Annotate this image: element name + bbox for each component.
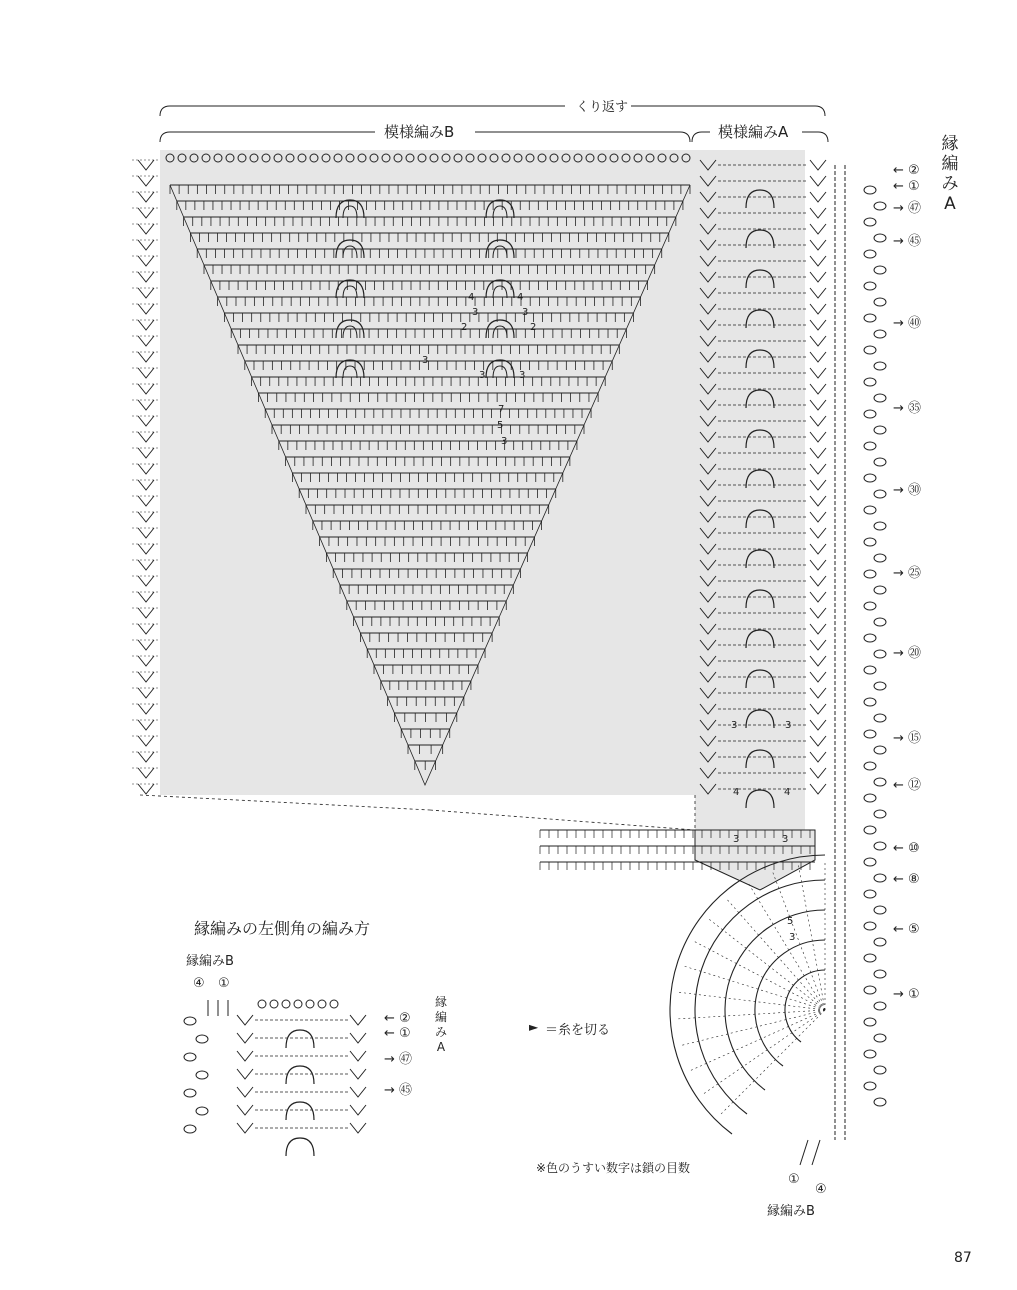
left-edge-v-12 [138, 352, 154, 362]
a-right-v-24 [810, 544, 826, 554]
left-edge-v-27 [138, 592, 154, 602]
corner-spoke-5 [707, 917, 825, 1010]
left-edge-v-20 [138, 480, 154, 490]
edge-picot-19 [874, 490, 886, 498]
guide-dash-1 [140, 795, 430, 810]
edge-picot-49 [874, 970, 886, 978]
a-right-v-15 [810, 400, 826, 410]
cut-yarn-legend: ＝糸を切る [545, 1023, 611, 1038]
a-right-v-5 [810, 240, 826, 250]
row-marker-8: → ⑳ [893, 646, 922, 661]
edge-picot-52 [864, 1018, 876, 1026]
a-right-v-32 [810, 672, 826, 682]
a-right-v-16 [810, 416, 826, 426]
left-edge-v-19 [138, 464, 154, 474]
inset-picot-top [306, 1000, 314, 1008]
left-edge-v-30 [138, 640, 154, 650]
a-right-v-26 [810, 576, 826, 586]
stitch-count-1: 4 [517, 292, 524, 303]
inset-picot-top [330, 1000, 338, 1008]
stitch-count-8: 3 [519, 370, 526, 381]
edge-picot-21 [874, 522, 886, 530]
row-marker-10: ← ⑫ [893, 778, 922, 793]
bottom-num-1: ① [788, 1172, 800, 1187]
row-marker-2: → ㊼ [893, 201, 922, 216]
corner-edging-a-label: 縁編みA [434, 995, 447, 1054]
a-right-v-21 [810, 496, 826, 506]
a-right-v-0 [810, 160, 826, 170]
inset-picot-top [270, 1000, 278, 1008]
a-right-v-2 [810, 192, 826, 202]
row-marker-13: ← ⑤ [893, 922, 920, 937]
inset-v-5 [237, 1105, 253, 1115]
stitch-count-11: 3 [501, 436, 508, 447]
stitch-count-6: 3 [422, 355, 429, 366]
a-right-v-33 [810, 688, 826, 698]
a-right-v-3 [810, 208, 826, 218]
a-right-v-17 [810, 432, 826, 442]
edge-picot-37 [874, 778, 886, 786]
stitch-count-19: 3 [789, 932, 796, 943]
edge-picot-5 [874, 266, 886, 274]
stitch-count-5: 2 [530, 322, 537, 333]
page-number: 87 [954, 1250, 972, 1266]
inset-picot-3 [196, 1071, 208, 1079]
left-edge-v-22 [138, 512, 154, 522]
pattern-a-label: 模様編みA [714, 121, 792, 142]
edge-picot-25 [874, 586, 886, 594]
edge-picot-46 [864, 922, 876, 930]
edge-picot-10 [864, 346, 876, 354]
left-edge-v-36 [138, 736, 154, 746]
a-right-v-23 [810, 528, 826, 538]
left-edge-v-15 [138, 400, 154, 410]
edge-picot-9 [874, 330, 886, 338]
bottom-edging-b-label: 縁編みB [767, 1204, 815, 1219]
corner-row-marker-1: ← ① [384, 1026, 411, 1041]
edge-picot-29 [874, 650, 886, 658]
edge-picot-1 [874, 202, 886, 210]
left-edge-v-33 [138, 688, 154, 698]
inset-v2-2 [350, 1051, 366, 1061]
edge-picot-4 [864, 250, 876, 258]
left-edge-v-3 [138, 208, 154, 218]
edge-picot-45 [874, 906, 886, 914]
a-right-v-10 [810, 320, 826, 330]
a-right-v-25 [810, 560, 826, 570]
edge-picot-42 [864, 858, 876, 866]
corner-top-num-4: ④ [193, 976, 205, 991]
left-edge-v-38 [138, 768, 154, 778]
corner-spoke-4 [726, 898, 825, 1010]
stitch-count-15: 4 [784, 787, 791, 798]
inset-v2-3 [350, 1069, 366, 1079]
repeat-bracket-right [630, 106, 825, 116]
corner-top-num-1: ① [218, 976, 230, 991]
corner-row-marker-2: → ㊼ [384, 1052, 413, 1067]
edge-picot-7 [874, 298, 886, 306]
edge-picot-14 [864, 410, 876, 418]
corner-edging-b-label: 縁編みB [186, 954, 234, 969]
stitch-count-0: 4 [468, 292, 475, 303]
edge-picot-39 [874, 810, 886, 818]
a-right-v-4 [810, 224, 826, 234]
a-right-v-9 [810, 304, 826, 314]
edge-picot-23 [874, 554, 886, 562]
corner-row-marker-3: → ㊺ [384, 1083, 413, 1098]
edge-picot-18 [864, 474, 876, 482]
a-right-v-6 [810, 256, 826, 266]
edge-picot-13 [874, 394, 886, 402]
edge-picot-40 [864, 826, 876, 834]
a-right-v-19 [810, 464, 826, 474]
edge-picot-2 [864, 218, 876, 226]
left-edge-v-31 [138, 656, 154, 666]
edge-picot-44 [864, 890, 876, 898]
corner-arc-0 [785, 970, 825, 1042]
a-right-v-34 [810, 704, 826, 714]
inset-v-2 [237, 1051, 253, 1061]
inset-fan-0 [286, 1030, 314, 1048]
edge-picot-47 [874, 938, 886, 946]
a-right-v-20 [810, 480, 826, 490]
stitch-count-16: 3 [733, 834, 740, 845]
a-right-v-22 [810, 512, 826, 522]
left-edge-v-4 [138, 224, 154, 234]
left-edge-v-28 [138, 608, 154, 618]
corner-arc-4 [670, 855, 825, 1134]
edge-picot-56 [864, 1082, 876, 1090]
cut-yarn-icon: ► [529, 1020, 539, 1034]
repeat-bracket-left [160, 106, 565, 116]
left-edge-v-10 [138, 320, 154, 330]
a-right-v-38 [810, 768, 826, 778]
row-marker-14: → ① [893, 987, 920, 1002]
corner-arc-1 [755, 940, 825, 1066]
inset-v-0 [237, 1015, 253, 1025]
edge-picot-53 [874, 1034, 886, 1042]
edge-picot-8 [864, 314, 876, 322]
edge-picot-51 [874, 1002, 886, 1010]
edge-picot-15 [874, 426, 886, 434]
inset-picot-6 [184, 1125, 196, 1133]
bottom-arrow-1 [800, 1140, 808, 1165]
row-marker-5: → ㉟ [893, 401, 922, 416]
inset-v2-0 [350, 1015, 366, 1025]
stitch-count-13: 3 [785, 720, 792, 731]
inset-picot-top [258, 1000, 266, 1008]
edge-picot-35 [874, 746, 886, 754]
left-edge-v-34 [138, 704, 154, 714]
edge-picot-54 [864, 1050, 876, 1058]
stitch-count-14: 4 [733, 787, 740, 798]
pattern-b-bracket-left [160, 132, 375, 142]
edge-picot-16 [864, 442, 876, 450]
left-edge-v-21 [138, 496, 154, 506]
a-right-v-7 [810, 272, 826, 282]
a-right-v-35 [810, 720, 826, 730]
stitch-count-17: 3 [782, 834, 789, 845]
edge-picot-24 [864, 570, 876, 578]
corner-arc-3 [695, 880, 825, 1114]
edge-picot-27 [874, 618, 886, 626]
pattern-b-bracket-right [475, 132, 690, 142]
left-edge-v-8 [138, 288, 154, 298]
edge-picot-33 [874, 714, 886, 722]
inset-v2-6 [350, 1123, 366, 1133]
left-edge-v-2 [138, 192, 154, 202]
inset-v-3 [237, 1069, 253, 1079]
edge-picot-34 [864, 730, 876, 738]
inset-picot-5 [196, 1107, 208, 1115]
a-right-v-31 [810, 656, 826, 666]
left-edge-v-0 [138, 160, 154, 170]
row-marker-9: → ⑮ [893, 731, 922, 746]
bottom-arrow-2 [812, 1140, 820, 1165]
edging-a-label: 縁編みA [941, 134, 959, 214]
edge-picot-17 [874, 458, 886, 466]
corner-spoke-10 [679, 1010, 825, 1046]
left-edge-v-16 [138, 416, 154, 426]
inset-v2-5 [350, 1105, 366, 1115]
stitch-count-3: 3 [522, 307, 529, 318]
edge-picot-12 [864, 378, 876, 386]
row-marker-3: → ㊺ [893, 234, 922, 249]
a-right-v-39 [810, 784, 826, 794]
bottom-num-4: ④ [815, 1182, 827, 1197]
a-right-v-12 [810, 352, 826, 362]
stitch-count-12: 3 [731, 720, 738, 731]
left-edge-v-32 [138, 672, 154, 682]
edge-picot-28 [864, 634, 876, 642]
left-edge-v-23 [138, 528, 154, 538]
corner-title: 縁編みの左側角の編み方 [194, 919, 371, 938]
row-marker-1: ← ① [893, 179, 920, 194]
left-edge-v-24 [138, 544, 154, 554]
inset-v2-1 [350, 1033, 366, 1043]
edge-picot-43 [874, 874, 886, 882]
row-marker-0: ← ② [893, 163, 920, 178]
corner-spoke-13 [719, 1010, 825, 1116]
pattern-a-bracket-left [692, 132, 710, 142]
left-edge-v-6 [138, 256, 154, 266]
left-edge-v-9 [138, 304, 154, 314]
stitch-count-10: 5 [497, 420, 504, 431]
corner-spoke-9 [675, 1010, 825, 1019]
inset-picot-top [282, 1000, 290, 1008]
corner-row-marker-0: ← ② [384, 1011, 411, 1026]
left-edge-v-17 [138, 432, 154, 442]
edge-picot-32 [864, 698, 876, 706]
edge-picot-6 [864, 282, 876, 290]
a-right-v-1 [810, 176, 826, 186]
guide-dash-2 [430, 810, 695, 830]
left-edge-v-14 [138, 384, 154, 394]
inset-picot-2 [184, 1053, 196, 1061]
a-right-v-28 [810, 608, 826, 618]
a-right-v-11 [810, 336, 826, 346]
a-right-v-29 [810, 624, 826, 634]
left-edge-v-13 [138, 368, 154, 378]
left-edge-v-29 [138, 624, 154, 634]
pattern-b-label: 模様編みB [380, 121, 458, 142]
edge-picot-48 [864, 954, 876, 962]
a-right-v-30 [810, 640, 826, 650]
a-right-v-37 [810, 752, 826, 762]
inset-v2-4 [350, 1087, 366, 1097]
repeat-label: くり返す [573, 96, 631, 115]
corner-spoke-8 [676, 992, 825, 1010]
inset-fan-2 [286, 1102, 314, 1120]
stitch-count-18: 5 [787, 916, 794, 927]
inset-picot-4 [184, 1089, 196, 1097]
edge-picot-20 [864, 506, 876, 514]
pattern-a-bracket-right [802, 132, 828, 142]
edge-picot-38 [864, 794, 876, 802]
edge-picot-36 [864, 762, 876, 770]
corner-shade [695, 830, 815, 890]
stitch-note: ※色のうすい数字は鎖の目数 [536, 1161, 691, 1175]
row-marker-7: → ㉕ [893, 566, 922, 581]
a-right-v-18 [810, 448, 826, 458]
edge-picot-0 [864, 186, 876, 194]
left-edge-v-1 [138, 176, 154, 186]
inset-picot-1 [196, 1035, 208, 1043]
stitch-count-7: 3 [479, 370, 486, 381]
inset-picot-top [294, 1000, 302, 1008]
a-right-v-14 [810, 384, 826, 394]
left-edge-v-7 [138, 272, 154, 282]
left-edge-v-39 [138, 784, 154, 794]
inset-v-6 [237, 1123, 253, 1133]
row-marker-11: ← ⑩ [893, 841, 920, 856]
left-edge-v-35 [138, 720, 154, 730]
edge-picot-41 [874, 842, 886, 850]
left-edge-v-25 [138, 560, 154, 570]
left-edge-v-11 [138, 336, 154, 346]
left-edge-v-37 [138, 752, 154, 762]
stitch-count-4: 2 [461, 322, 468, 333]
a-right-v-13 [810, 368, 826, 378]
edge-picot-26 [864, 602, 876, 610]
row-marker-6: → ㉚ [893, 483, 922, 498]
edge-picot-30 [864, 666, 876, 674]
edge-picot-55 [874, 1066, 886, 1074]
inset-fan-1 [286, 1066, 314, 1084]
edge-picot-22 [864, 538, 876, 546]
edge-picot-11 [874, 362, 886, 370]
stitch-count-2: 3 [472, 307, 479, 318]
corner-spoke-11 [688, 1010, 825, 1072]
edge-picot-57 [874, 1098, 886, 1106]
left-edge-v-26 [138, 576, 154, 586]
inset-picot-0 [184, 1017, 196, 1025]
left-edge-v-5 [138, 240, 154, 250]
inset-v-4 [237, 1087, 253, 1097]
corner-spoke-7 [682, 965, 825, 1010]
row-marker-4: → ㊵ [893, 316, 922, 331]
edge-picot-3 [874, 234, 886, 242]
edge-picot-31 [874, 682, 886, 690]
stitch-count-9: 7 [498, 404, 505, 415]
corner-arc-2 [725, 910, 825, 1090]
a-right-v-36 [810, 736, 826, 746]
edge-picot-50 [864, 986, 876, 994]
a-right-v-8 [810, 288, 826, 298]
inset-fan-3 [286, 1138, 314, 1156]
row-marker-12: ← ⑧ [893, 872, 920, 887]
a-right-v-27 [810, 592, 826, 602]
corner-spoke-12 [702, 1010, 825, 1095]
left-edge-v-18 [138, 448, 154, 458]
inset-v-1 [237, 1033, 253, 1043]
inset-picot-top [318, 1000, 326, 1008]
